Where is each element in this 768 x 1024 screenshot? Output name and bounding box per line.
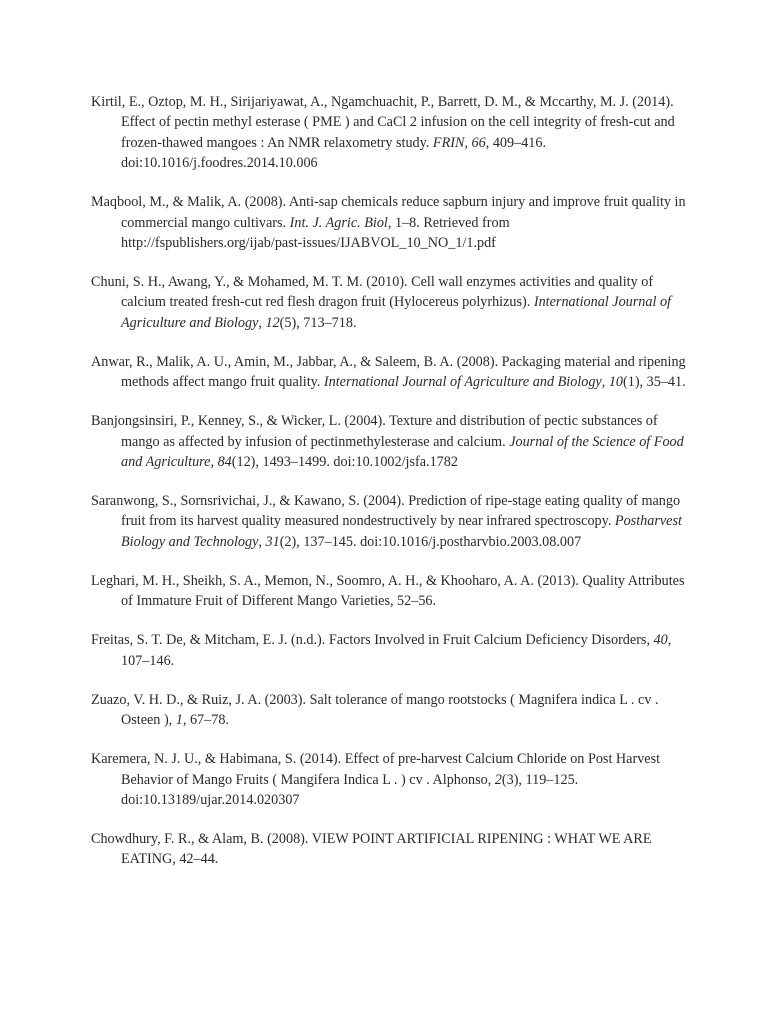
reference-italic-text: International Journal of Agriculture and Biology [323, 374, 602, 391]
reference-entry [91, 192, 691, 253]
reference-italic-text: Postharvest Biology and Technology [121, 513, 682, 550]
reference-text: Saranwong, S., Sornsrivichai, J., & Kawano, S. (2004). Prediction of ripe-stage eating quality of mango fruit from its harvest quality measured nondestructively by near infrared spectroscopy. [91, 493, 681, 530]
reference-italic-text: 31 [265, 533, 280, 550]
reference-list [91, 92, 691, 888]
reference-entry [91, 571, 691, 612]
reference-entry [91, 491, 691, 552]
reference-text: Banjongsinsiri, P., Kenney, S., & Wicker, L. (2004). Texture and distribution of pectic substances of mango as affected by infusion of pectinmethylesterase and calcium. [91, 413, 658, 450]
reference-text: , [210, 454, 218, 471]
reference-entry [91, 630, 691, 671]
reference-text: , [464, 134, 472, 151]
reference-entry [91, 829, 691, 870]
reference-text: (2), 137–145. doi:10.1016/j.postharvbio.2003.08.007 [279, 533, 582, 550]
reference-italic-text: FRIN [432, 134, 465, 151]
reference-italic-text: 1 [175, 712, 183, 729]
reference-italic-text: Int. J. Agric. Biol [289, 214, 388, 231]
reference-entry [91, 352, 691, 393]
reference-text: Maqbool, M., & Malik, A. (2008). Anti-sap chemicals reduce sapburn injury and improve fruit quality in commercial mango cultivars. [91, 194, 686, 231]
reference-entry [91, 749, 691, 810]
reference-text: Kirtil, E., Oztop, M. H., Sirijariyawat, A., Ngamchuachit, P., Barrett, D. M., & Mccarthy, M. J. (2014). Effect of pectin methyl esterase ( PME ) and CaCl 2 infusion on the cell integrity of fresh-cut and frozen-thawed mangoes : An NMR relaxometry study. [91, 94, 675, 151]
reference-italic-text: 2 [494, 771, 502, 788]
reference-italic-text: 66 [471, 134, 486, 151]
reference-italic-text: 84 [217, 454, 232, 471]
reference-text: Chuni, S. H., Awang, Y., & Mohamed, M. T. M. (2010). Cell wall enzymes activities and quality of calcium treated fresh-cut red flesh dragon fruit (Hylocereus polyrhizus). [91, 274, 654, 311]
reference-text: Chowdhury, F. R., & Alam, B. (2008). VIEW POINT ARTIFICIAL RIPENING : WHAT WE ARE EATING, 42–44. [91, 830, 652, 868]
reference-text: , [601, 374, 609, 391]
reference-italic-text: Journal of the Science of Food and Agriculture [121, 433, 684, 471]
reference-text: , 107–146. [121, 632, 672, 669]
reference-text: Leghari, M. H., Sheikh, S. A., Memon, N., Soomro, A. H., & Khooharo, A. A. (2013). Quality Attributes of Immature Fruit of Different Mango Varieties, 52–56. [91, 572, 685, 610]
reference-text: (3), 119–125. doi:10.13189/ujar.2014.020307 [121, 771, 579, 808]
reference-text: (1), 35–41. [623, 374, 686, 391]
reference-text: Karemera, N. J. U., & Habimana, S. (2014). Effect of pre-harvest Calcium Chloride on Post Harvest Behavior of Mango Fruits ( Mangifera Indica L . ) cv . Alphonso, [91, 751, 661, 788]
reference-text: , 1–8. Retrieved from http://fspublishers.org/ijab/past-issues/IJABVOL_10_NO_1/1.pdf [121, 214, 510, 252]
reference-text: , 409–416. doi:10.1016/j.foodres.2014.10.006 [121, 134, 547, 172]
reference-text: , 67–78. [182, 712, 229, 729]
reference-entry [91, 411, 691, 472]
reference-text: (12), 1493–1499. doi:10.1002/jsfa.1782 [231, 454, 458, 471]
reference-italic-text: 40 [653, 632, 668, 649]
reference-entry [91, 272, 691, 333]
reference-italic-text: International Journal of Agriculture and Biology [121, 294, 671, 331]
reference-text: Freitas, S. T. De, & Mitcham, E. J. (n.d.). Factors Involved in Fruit Calcium Deficiency Disorders, [91, 632, 654, 649]
reference-italic-text: 10 [608, 374, 623, 391]
reference-text: (5), 713–718. [279, 314, 357, 331]
reference-text: , [258, 533, 266, 550]
reference-text: , [258, 314, 266, 331]
reference-text: Zuazo, V. H. D., & Ruiz, J. A. (2003). Salt tolerance of mango rootstocks ( Magnifera indica L . cv . Osteen ), [91, 691, 659, 729]
reference-text: Anwar, R., Malik, A. U., Amin, M., Jabbar, A., & Saleem, B. A. (2008). Packaging material and ripening methods affect mango fruit quality. [91, 353, 686, 391]
reference-entry [91, 690, 691, 731]
reference-italic-text: 12 [265, 314, 280, 331]
reference-entry [91, 92, 691, 174]
